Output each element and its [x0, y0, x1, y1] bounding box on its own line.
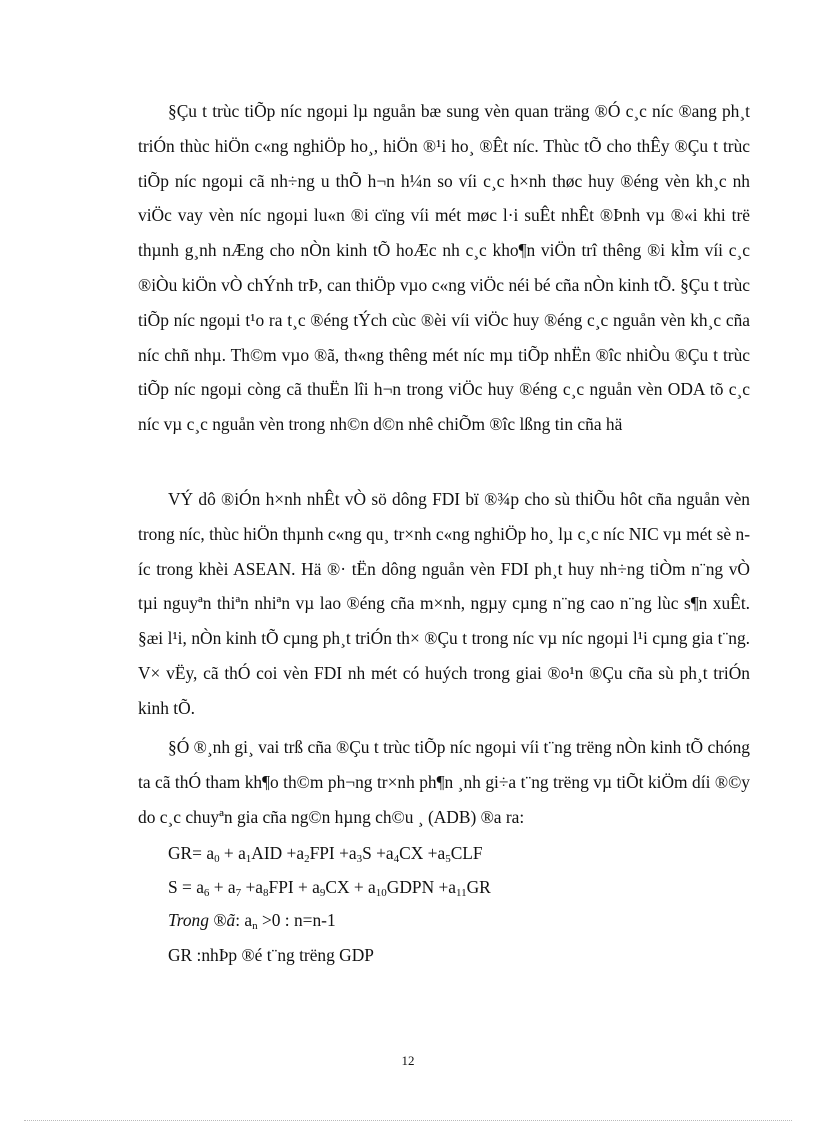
paragraph-nic-example: VÝ dô ®iÓn h×nh nhÊt vÒ sö dông FDI bï ®¾p cho sù thiÕu hôt cña nguån vèn trong níc, thùc hiÖn thµnh c«ng qu¸ tr×nh c«ng nghiÖp ho¸ lµ c¸c níc NIC vµ mét sè níc trong khèi ASEAN. Hä ®· tËn dông nguån vèn FDI ph¸t huy nh÷ng tiÒm n¨ng vÒ tµi nguyªn thiªn nhiªn vµ lao ®éng cña m×nh, ngµy cµng n¨ng cao n¨ng lùc s¶n xuÊt. §æi l¹i, nÒn kinh tÕ cµng ph¸t triÓn th× ®Çu t trong níc vµ níc ngoµi l¹i cµng gia t¨ng. V× vËy, cã thÓ coi vèn FDI nh mét có huých trong giai ®o¹n ®Çu cña sù ph¸t triÓn kinh tÕ. [138, 489, 750, 718]
equation-growth-rate: $GR= a_0 + a_1AID +a_2FPI +a_3S +a_4CX +a_5CLF$ [168, 843, 483, 865]
page-number: 12 [401, 1053, 415, 1068]
paragraph-fdi-importance: §Çu t trùc tiÕp níc ngoµi lµ nguån bæ sung vèn quan träng ®Ó c¸c níc ®ang ph¸t triÓn thùc hiÖn c«ng nghiÖp ho¸, hiÖn ®¹i ho¸ ®Êt níc. Thùc tÕ cho thÊy ®Çu t trùc tiÕp níc ngoµi cã nh÷ng u thÕ h¬n h¼n so víi c¸c h×nh thøc huy ®éng vèn kh¸c nh viÖc vay vèn níc ngoµi lu«n ®i cïng víi mét møc l·i suÊt nhÊt ®Þnh vµ ®«i khi trë thµnh g¸nh nÆng cho nÒn kinh tÕ hoÆc nh c¸c kho¶n viÖn trî thêng ®i kÌm víi c¸c ®iÒu kiÖn vÒ chÝnh trÞ, can thiÖp vµo c«ng viÖc néi bé cña nÒn kinh tÕ. §Çu t trùc tiÕp níc ngoµi t¹o ra t¸c ®éng tÝch cùc ®èi víi viÖc huy ®éng c¸c nguån vèn kh¸c cña níc chñ nhµ. Th©m vµo ®ã, th«ng thêng mét níc mµ tiÕp nhËn ®îc nhiÒu ®Çu t trùc tiÕp níc ngoµi còng cã thuËn lîi h¬n trong viÖc huy ®éng c¸c nguån vèn ODA tõ c¸c níc vµ c¸c nguån vèn trong nh©n d©n nhê chiÕm ®îc lßng tin cña hä [138, 101, 750, 435]
equation-savings: $S = a_6 + a_7 +a_8FPI + a_9CX$ + $a_{10}GDPN +a_{11}GR$ [168, 877, 491, 899]
equation-definition-gr: GR :nhÞp ®é t¨ng trëng GDP [168, 945, 374, 965]
equation-condition: Trong ®ã: $a_n >0$ : n=n-1 [168, 910, 336, 932]
page-bottom-divider [24, 1120, 792, 1121]
paragraph-adb-model: §Ó ®¸nh gi¸ vai trß cña ®Çu t trùc tiÕp níc ngoµi víi t¨ng trëng nÒn kinh tÕ chóng ta cã thÓ tham kh¶o th©m ph¬ng tr×nh ph¶n ¸nh gi÷a t¨ng trëng vµ tiÕt kiÖm díi ®©y do c¸c chuyªn gia cña ng©n hµng ch©u ¸ (ADB) ®a ra: [138, 737, 750, 827]
